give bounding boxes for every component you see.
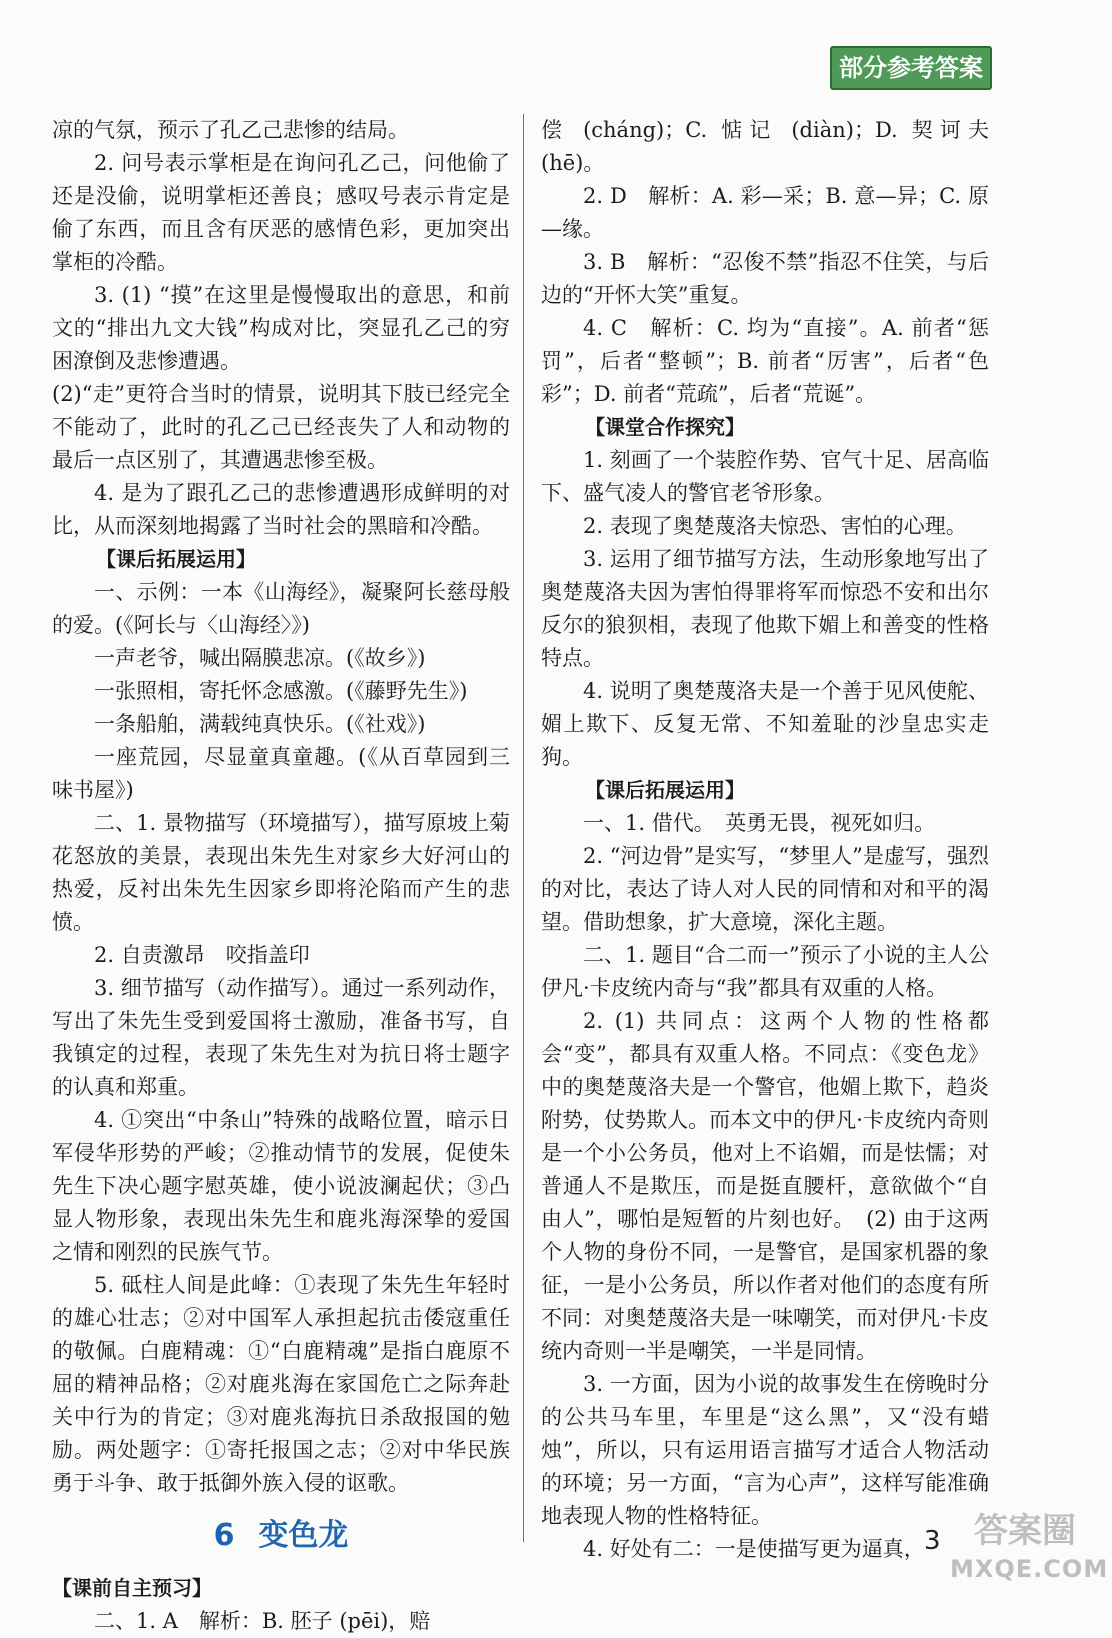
answer-paragraph: 一条船舶，满载纯真快乐。(《社戏》) bbox=[94, 712, 426, 736]
answer-paragraph: 2. 问号表示掌柜是在询问孔乙己，问他偷了还是没偷，说明掌柜还善良；感叹号表示肯定是偷了东西，而且含有厌恶的感情色彩，更加突出掌柜的冷酷。 bbox=[52, 151, 510, 274]
section-header-tab: 部分参考答案 bbox=[830, 46, 992, 90]
lesson-number: 6 bbox=[213, 1518, 235, 1553]
answer-paragraph: 4. C 解析：C. 均为“直接”。A. 前者“惩罚”，后者“整顿”；B. 前者“厉害”，后者“色彩”；D. 前者“荒疏”，后者“荒诞”。 bbox=[541, 316, 989, 406]
answer-paragraph: 2. (1) 共同点：这两个人物的性格都会“变”，都具有双重人格。不同点：《变色龙》中的奥楚蔑洛夫是一个警官，他媚上欺下，趋炎附势，仗势欺人。而本文中的伊凡·卡皮统内奇则是一个小公务员，他对上不谄媚，而是怯懦；对普通人不是欺压，而是挺直腰杆，意欲做个“自由人”，哪怕是短暂的片刻也好。 (2) 由于这两个人物的身份不同，一是警官，是国家机器的象征，一是小公务员，所以作者对他们的态度有所不同：对奥楚蔑洛夫是一味嘲笑，而对伊凡·卡皮统内奇则一半是嘲笑，一半是同情。 bbox=[541, 1009, 989, 1363]
section-heading: 【课前自主预习】 bbox=[52, 1576, 212, 1600]
answer-paragraph: 一座荒园，尽显童真童趣。(《从百草园到三味书屋》) bbox=[52, 745, 510, 802]
left-column bbox=[52, 114, 510, 1638]
answer-paragraph: 一、示例：一本《山海经》，凝聚阿长慈母般的爱。(《阿长与〈山海经〉》) bbox=[52, 580, 510, 637]
answer-paragraph: 3. 细节描写（动作描写）。通过一系列动作，写出了朱先生受到爱国将士激励，准备书写，自我镇定的过程，表现了朱先生对为抗日将士题字的认真和郑重。 bbox=[52, 976, 510, 1099]
answer-paragraph: 1. 刻画了一个装腔作势、官气十足、居高临下、盛气凌人的警官老爷形象。 bbox=[541, 448, 989, 505]
answer-paragraph: 二、1. A 解析：B. 胚子 (pēi)，赔 bbox=[94, 1609, 431, 1633]
answer-paragraph: 一张照相，寄托怀念感激。(《藤野先生》) bbox=[94, 679, 468, 703]
answer-paragraph: 偿 (cháng)；C. 惦记 (diàn)；D. 契诃夫 (hē)。 bbox=[541, 118, 989, 175]
answer-paragraph: 5. 砥柱人间是此峰：①表现了朱先生年轻时的雄心壮志；②对中国军人承担起抗击倭寇重任的敬佩。白鹿精魂：①“白鹿精魂”是指白鹿原不屈的精神品格；②对鹿兆海在家国危亡之际奔赴关中行为的肯定；③对鹿兆海抗日杀敌报国的勉励。两处题字：①寄托报国之志；②对中华民族勇于斗争、敢于抵御外族入侵的讴歌。 bbox=[52, 1273, 510, 1495]
answer-paragraph: 二、1. 题目“合二而一”预示了小说的主人公伊凡·卡皮统内奇与“我”都具有双重的人格。 bbox=[541, 943, 989, 1000]
watermark-logo: 答案圈 MXQE.COM bbox=[950, 1511, 1109, 1583]
lesson-name: 变色龙 bbox=[258, 1518, 349, 1553]
answer-paragraph: 4. 说明了奥楚蔑洛夫是一个善于见风使舵、媚上欺下、反复无常、不知羞耻的沙皇忠实走狗。 bbox=[541, 679, 989, 769]
answer-paragraph: 3. (1) “摸”在这里是慢慢取出的意思，和前文的“排出九文大钱”构成对比，突显孔乙己的穷困潦倒及悲惨遭遇。 bbox=[52, 283, 510, 373]
section-heading: 【课堂合作探究】 bbox=[585, 415, 745, 439]
section-heading: 【课后拓展运用】 bbox=[96, 547, 256, 571]
answer-paragraph: (2)“走”更符合当时的情景，说明其下肢已经完全不能动了，此时的孔乙己已经丧失了人和动物的最后一点区别了，其遭遇悲惨至极。 bbox=[52, 382, 510, 472]
answer-paragraph: 4. 好处有二：一是使描写更为逼真， bbox=[583, 1537, 925, 1561]
answer-paragraph: 4. ①突出“中条山”特殊的战略位置，暗示日军侵华形势的严峻；②推动情节的发展，促使朱先生下决心题字慰英雄，使小说波澜起伏；③凸显人物形象，表现出朱先生和鹿兆海深挚的爱国之情和刚烈的民族气节。 bbox=[52, 1108, 510, 1264]
page-number: 3 bbox=[924, 1526, 941, 1556]
answer-paragraph: 凉的气氛，预示了孔乙己悲惨的结局。 bbox=[52, 118, 409, 142]
answer-paragraph: 2. “河边骨”是实写，“梦里人”是虚写，强烈的对比，表达了诗人对人民的同情和对和平的渴望。借助想象，扩大意境，深化主题。 bbox=[541, 844, 989, 934]
answer-paragraph: 3. 运用了细节描写方法，生动形象地写出了奥楚蔑洛夫因为害怕得罪将军而惊恐不安和出尔反尔的狼狈相，表现了他欺下媚上和善变的性格特点。 bbox=[541, 547, 989, 670]
section-heading: 【课后拓展运用】 bbox=[585, 778, 745, 802]
answer-paragraph: 2. 表现了奥楚蔑洛夫惊恐、害怕的心理。 bbox=[583, 514, 967, 538]
column-divider bbox=[523, 114, 524, 1542]
answer-paragraph: 2. D 解析：A. 彩—采；B. 意—异；C. 原—缘。 bbox=[541, 184, 989, 241]
right-column bbox=[541, 114, 989, 1566]
lesson-title bbox=[52, 1514, 510, 1558]
answer-paragraph: 3. 一方面，因为小说的故事发生在傍晚时分的公共马车里，车里是“这么黑”，又“没有蜡烛”，所以，只有运用语言描写才适合人物活动的环境；另一方面，“言为心声”，这样写能准确地表现人物的性格特征。 bbox=[541, 1372, 989, 1528]
answer-paragraph: 一、1. 借代。 英勇无畏，视死如归。 bbox=[583, 811, 936, 835]
answer-paragraph: 一声老爷，喊出隔膜悲凉。(《故乡》) bbox=[94, 646, 426, 670]
answer-paragraph: 3. B 解析：“忍俊不禁”指忍不住笑，与后边的“开怀大笑”重复。 bbox=[541, 250, 989, 307]
answer-paragraph: 二、1. 景物描写（环境描写），描写原坡上菊花怒放的美景，表现出朱先生对家乡大好河山的热爱，反衬出朱先生因家乡即将沦陷而产生的悲愤。 bbox=[52, 811, 510, 934]
answer-paragraph: 2. 自责激昂 咬指盖印 bbox=[94, 943, 310, 967]
answer-paragraph: 4. 是为了跟孔乙己的悲惨遭遇形成鲜明的对比，从而深刻地揭露了当时社会的黑暗和冷酷。 bbox=[52, 481, 510, 538]
